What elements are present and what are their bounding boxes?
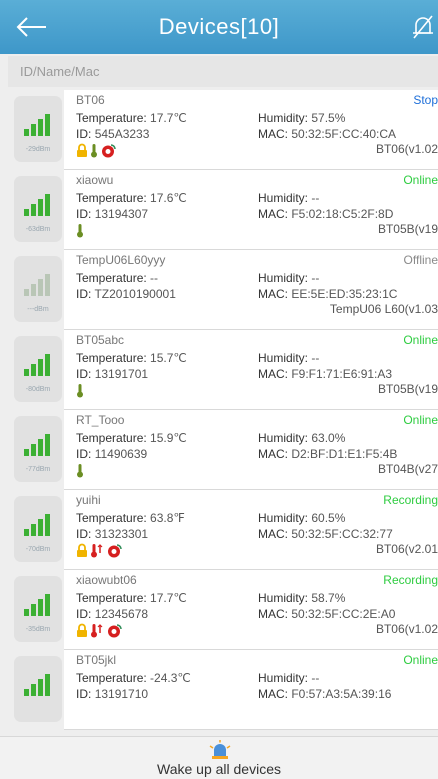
temperature-field — [76, 111, 187, 125]
lock-icon — [76, 543, 88, 563]
mac-field — [258, 447, 397, 461]
temperature-field — [76, 431, 187, 445]
device-card[interactable] — [64, 570, 438, 650]
status-badge: Offline — [403, 253, 438, 267]
device-name: BT05jkl — [76, 653, 117, 667]
device-icons — [76, 463, 86, 479]
mac-label: MAC: — [258, 367, 288, 381]
temperature-field — [76, 511, 185, 525]
temperature-label: Temperature: — [76, 191, 147, 205]
device-list[interactable] — [0, 90, 438, 736]
search-bar[interactable] — [8, 56, 438, 87]
status-badge: Stop — [413, 93, 438, 107]
status-badge: Online — [403, 413, 438, 427]
device-id-value: 13191710 — [94, 687, 149, 701]
thermometer-alert-icon — [90, 543, 104, 563]
mac-value: 50:32:5F:CC:32:77 — [291, 527, 393, 541]
mac-field — [258, 527, 393, 541]
device-id-value: 31323301 — [94, 527, 149, 541]
device-row[interactable] — [0, 490, 438, 570]
signal-strength-badge — [14, 176, 62, 242]
device-id-label: ID: — [76, 607, 92, 621]
device-card[interactable] — [64, 490, 438, 570]
lock-icon — [76, 143, 88, 163]
signal-dbm: -35dBm — [25, 626, 51, 633]
signal-strength-badge — [14, 496, 62, 562]
device-card[interactable] — [64, 410, 438, 490]
model-version: BT06(v1.02 — [375, 142, 438, 156]
temperature-label: Temperature: — [76, 431, 147, 445]
status-badge: Recording — [383, 573, 438, 587]
humidity-label: Humidity: — [258, 351, 309, 365]
status-badge: Recording — [383, 493, 438, 507]
status-badge: Online — [403, 653, 438, 667]
signal-strength-badge — [14, 256, 62, 322]
temperature-value: -24.3℃ — [150, 671, 191, 685]
device-id-value: TZ2010190001 — [94, 287, 176, 301]
device-icons — [76, 543, 124, 559]
power-icon — [106, 623, 122, 643]
alarm-off-icon[interactable] — [410, 13, 436, 41]
device-id-label: ID: — [76, 687, 92, 701]
device-id-field — [76, 687, 148, 701]
temperature-field — [76, 191, 187, 205]
temperature-label: Temperature: — [76, 271, 147, 285]
device-id-value: 545A3233 — [94, 127, 150, 141]
device-id-field — [76, 607, 148, 621]
humidity-field — [258, 351, 319, 365]
device-name: TempU06L60yyy — [76, 253, 166, 267]
mac-label: MAC: — [258, 607, 288, 621]
mac-label: MAC: — [258, 527, 288, 541]
signal-dbm: -70dBm — [25, 546, 51, 553]
humidity-value: 57.5% — [311, 111, 346, 125]
humidity-field — [258, 111, 345, 125]
humidity-value: -- — [311, 351, 320, 365]
mac-field — [258, 127, 396, 141]
model-version: TempU06 L60(v1.03 — [329, 302, 438, 316]
humidity-value: -- — [311, 271, 320, 285]
humidity-field — [258, 591, 345, 605]
mac-label: MAC: — [258, 447, 288, 461]
humidity-field — [258, 271, 319, 285]
search-input[interactable] — [8, 56, 438, 87]
temperature-value: 17.7℃ — [150, 591, 187, 605]
device-card[interactable] — [64, 170, 438, 250]
temperature-value: 17.7℃ — [150, 111, 187, 125]
mac-value: F5:02:18:C5:2F:8D — [291, 207, 394, 221]
mac-field — [258, 687, 391, 701]
mac-value: 50:32:5F:CC:40:CA — [291, 127, 397, 141]
signal-dbm: ---dBm — [27, 306, 49, 313]
humidity-label: Humidity: — [258, 671, 309, 685]
signal-strength-badge — [14, 336, 62, 402]
device-id-value: 12345678 — [94, 607, 149, 621]
humidity-field — [258, 191, 319, 205]
page-title: Devices[10] — [158, 14, 280, 39]
model-version: BT06(v2.01 — [375, 542, 438, 556]
device-name: BT06 — [76, 93, 105, 107]
humidity-label: Humidity: — [258, 111, 309, 125]
temperature-label: Temperature: — [76, 671, 147, 685]
temperature-label: Temperature: — [76, 511, 147, 525]
temperature-value: 15.7℃ — [150, 351, 187, 365]
device-card[interactable] — [64, 250, 438, 330]
mac-label: MAC: — [258, 207, 288, 221]
device-id-field — [76, 527, 148, 541]
humidity-label: Humidity: — [258, 591, 309, 605]
device-id-label: ID: — [76, 287, 92, 301]
model-version: BT06(v1.02 — [375, 622, 438, 636]
device-id-value: 13191701 — [94, 367, 149, 381]
mac-label: MAC: — [258, 687, 288, 701]
thermometer-icon — [76, 223, 84, 243]
device-id-field — [76, 367, 148, 381]
mac-field — [258, 287, 397, 301]
mac-label: MAC: — [258, 287, 288, 301]
device-id-field — [76, 127, 149, 141]
mac-value: EE:5E:ED:35:23:1C — [291, 287, 398, 301]
temperature-field — [76, 271, 158, 285]
wake-all-bar[interactable] — [0, 736, 438, 779]
device-name: RT_Tooo — [76, 413, 125, 427]
temperature-label: Temperature: — [76, 591, 147, 605]
app-header — [0, 0, 438, 54]
humidity-value: 63.0% — [311, 431, 346, 445]
device-icons — [76, 383, 86, 399]
temperature-value: 17.6℃ — [150, 191, 187, 205]
signal-strength-badge — [14, 576, 62, 642]
power-icon — [100, 143, 116, 163]
humidity-label: Humidity: — [258, 271, 309, 285]
temperature-value: 63.8℉ — [150, 511, 185, 525]
temperature-value: -- — [150, 271, 159, 285]
mac-value: D2:BF:D1:E1:F5:4B — [291, 447, 398, 461]
temperature-field — [76, 351, 187, 365]
mac-value: F0:57:A3:5A:39:16 — [291, 687, 392, 701]
device-id-field — [76, 447, 147, 461]
signal-strength-badge — [14, 656, 62, 722]
model-version: BT04B(v27 — [377, 462, 438, 476]
humidity-value: 58.7% — [311, 591, 346, 605]
humidity-label: Humidity: — [258, 431, 309, 445]
humidity-label: Humidity: — [258, 511, 309, 525]
device-row[interactable] — [0, 250, 438, 330]
humidity-field — [258, 671, 319, 685]
device-id-label: ID: — [76, 527, 92, 541]
status-badge: Online — [403, 173, 438, 187]
temperature-value: 15.9℃ — [150, 431, 187, 445]
signal-dbm: -77dBm — [25, 466, 51, 473]
device-icons — [76, 623, 124, 639]
signal-dbm: -63dBm — [25, 226, 51, 233]
humidity-value: -- — [311, 191, 320, 205]
device-card[interactable] — [64, 650, 438, 730]
device-card[interactable] — [64, 90, 438, 170]
device-id-field — [76, 287, 176, 301]
device-name: yuihi — [76, 493, 101, 507]
device-name: xiaowu — [76, 173, 114, 187]
model-version: BT05B(v19 — [377, 382, 438, 396]
temperature-field — [76, 671, 191, 685]
device-id-label: ID: — [76, 127, 92, 141]
wake-all-button-label: Wake up all devices — [157, 761, 281, 777]
alarm-light-icon — [209, 740, 231, 760]
device-id-value: 11490639 — [94, 447, 148, 461]
lock-icon — [76, 623, 88, 643]
thermometer-icon — [90, 143, 98, 163]
temperature-label: Temperature: — [76, 351, 147, 365]
mac-value: F9:F1:71:E6:91:A3 — [291, 367, 393, 381]
signal-dbm: -80dBm — [25, 386, 51, 393]
humidity-value: 60.5% — [311, 511, 346, 525]
device-row[interactable] — [0, 330, 438, 410]
thermometer-icon — [76, 463, 84, 483]
temperature-label: Temperature: — [76, 111, 147, 125]
device-row[interactable] — [0, 650, 438, 730]
signal-dbm: -29dBm — [25, 146, 51, 153]
thermometer-alert-icon — [90, 623, 104, 643]
device-id-field — [76, 207, 148, 221]
mac-field — [258, 207, 393, 221]
status-badge: Online — [403, 333, 438, 347]
device-name: xiaowubt06 — [76, 573, 137, 587]
signal-strength-badge — [14, 96, 62, 162]
humidity-label: Humidity: — [258, 191, 309, 205]
device-row[interactable] — [0, 170, 438, 250]
mac-field — [258, 607, 395, 621]
device-icons — [76, 223, 86, 239]
humidity-field — [258, 431, 345, 445]
device-id-label: ID: — [76, 207, 92, 221]
thermometer-icon — [76, 383, 84, 403]
power-icon — [106, 543, 122, 563]
humidity-value: -- — [311, 671, 320, 685]
device-id-label: ID: — [76, 447, 92, 461]
temperature-field — [76, 591, 187, 605]
device-row[interactable] — [0, 570, 438, 650]
device-icons — [76, 143, 118, 159]
device-id-value: 13194307 — [94, 207, 149, 221]
device-name: BT05abc — [76, 333, 125, 347]
device-row[interactable] — [0, 90, 438, 170]
humidity-field — [258, 511, 345, 525]
signal-strength-badge — [14, 416, 62, 482]
mac-value: 50:32:5F:CC:2E:A0 — [291, 607, 396, 621]
model-version: BT05B(v19 — [377, 222, 438, 236]
device-row[interactable] — [0, 410, 438, 490]
device-id-label: ID: — [76, 367, 92, 381]
mac-field — [258, 367, 392, 381]
device-card[interactable] — [64, 330, 438, 410]
mac-label: MAC: — [258, 127, 288, 141]
